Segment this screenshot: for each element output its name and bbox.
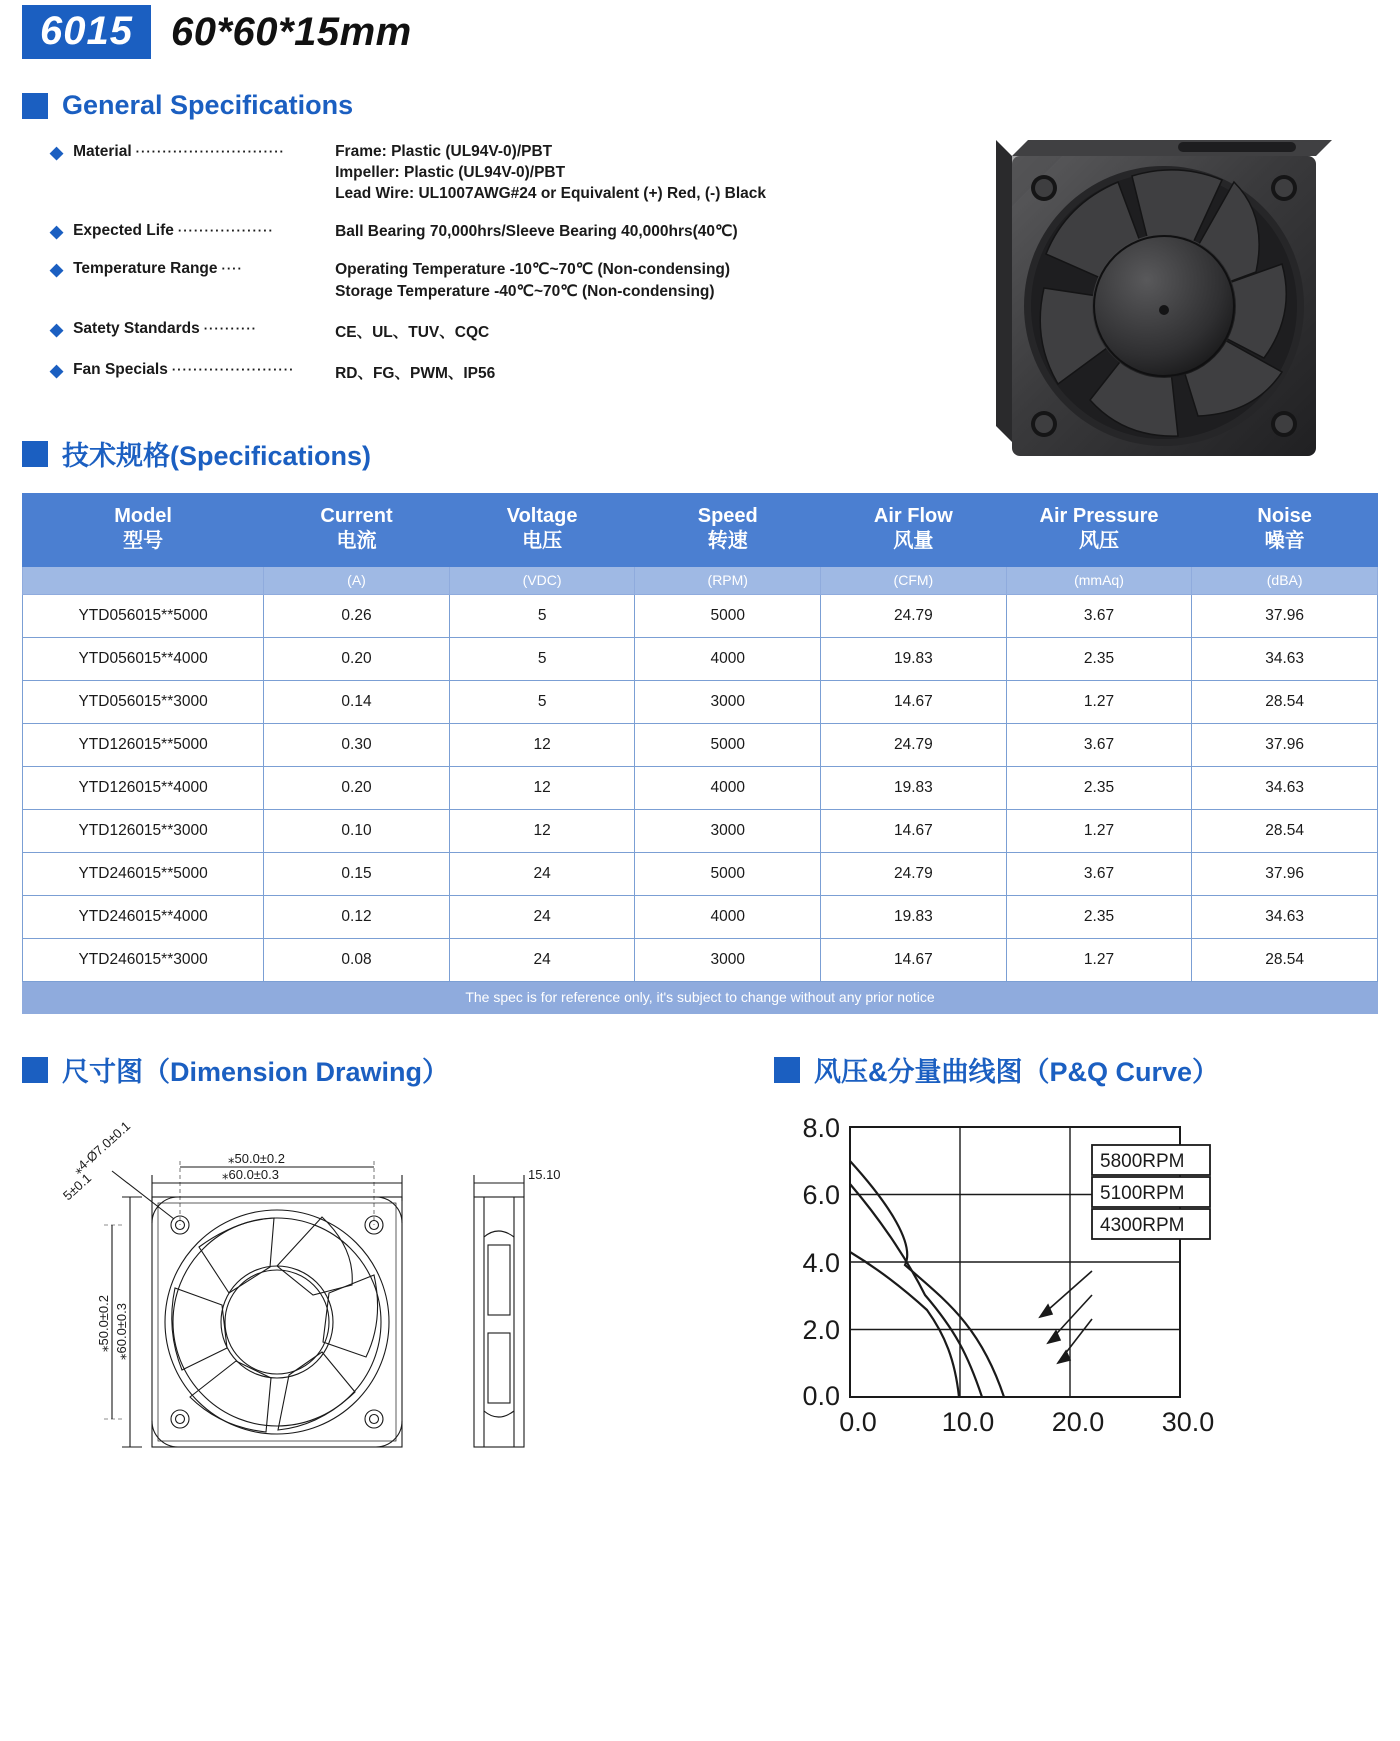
cell-model: YTD246015**5000 bbox=[23, 853, 264, 896]
spec-label: Expected Life bbox=[73, 222, 174, 239]
column-header-cn: 风压 bbox=[1079, 530, 1119, 552]
cell-speed: 5000 bbox=[635, 595, 821, 638]
x-tick-10: 10.0 bbox=[941, 1407, 995, 1437]
cell-voltage: 24 bbox=[449, 896, 635, 939]
spec-label: Satety Standards bbox=[73, 320, 200, 337]
column-header-current bbox=[264, 494, 450, 567]
pq-curve-heading bbox=[700, 1050, 1378, 1089]
unit-speed: (RPM) bbox=[635, 567, 821, 595]
cell-voltage: 5 bbox=[449, 638, 635, 681]
column-header-cn: 型号 bbox=[123, 530, 164, 552]
column-header-air-flow bbox=[821, 494, 1007, 567]
cell-speed: 5000 bbox=[635, 724, 821, 767]
dim-left-pitch-label: ⁎50.0±0.2 bbox=[96, 1294, 111, 1352]
cell-noise: 37.96 bbox=[1192, 595, 1378, 638]
leader-dots: ······················· bbox=[171, 362, 295, 377]
spec-row-material bbox=[50, 143, 902, 206]
spec-value-line: Operating Temperature -10℃~70℃ (Non-condensing) bbox=[335, 261, 731, 278]
cell-current: 0.26 bbox=[264, 595, 450, 638]
leader-dots: ···························· bbox=[135, 144, 285, 159]
legend-label-5100rpm: 5100RPM bbox=[1100, 1183, 1185, 1204]
cell-model: YTD056015**5000 bbox=[23, 595, 264, 638]
spec-value-line: Impeller: Plastic (UL94V-0)/PBT bbox=[335, 164, 566, 181]
column-header-en: Noise bbox=[1257, 505, 1312, 527]
specifications-table bbox=[22, 493, 1378, 1014]
cell-current: 0.15 bbox=[264, 853, 450, 896]
cell-noise: 28.54 bbox=[1192, 681, 1378, 724]
fan-product-image bbox=[982, 96, 1382, 496]
section-marker-icon bbox=[22, 1057, 48, 1083]
legend-label-4300rpm: 4300RPM bbox=[1100, 1215, 1185, 1236]
cell-air-pressure: 2.35 bbox=[1006, 896, 1192, 939]
dim-left-outer-label: ⁎60.0±0.3 bbox=[114, 1302, 129, 1360]
table-row bbox=[23, 853, 1378, 896]
unit-current: (A) bbox=[264, 567, 450, 595]
diamond-bullet-icon: ◆ bbox=[50, 320, 64, 339]
x-tick-0: 0.0 bbox=[839, 1407, 877, 1437]
spec-value-line: Frame: Plastic (UL94V-0)/PBT bbox=[335, 143, 553, 160]
cell-voltage: 12 bbox=[449, 810, 635, 853]
dim-thickness-label: 15.10 bbox=[528, 1167, 561, 1182]
technical-specifications-title: 技术规格(Specifications) bbox=[62, 441, 372, 471]
cell-air-pressure: 3.67 bbox=[1006, 595, 1192, 638]
unit-voltage: (VDC) bbox=[449, 567, 635, 595]
x-tick-20: 20.0 bbox=[1051, 1407, 1105, 1437]
y-tick-4: 4.0 bbox=[802, 1248, 840, 1278]
column-header-air-pressure bbox=[1006, 494, 1192, 567]
cell-speed: 3000 bbox=[635, 681, 821, 724]
page-header bbox=[22, 0, 1378, 58]
legend-label-5800rpm: 5800RPM bbox=[1100, 1151, 1185, 1172]
cell-voltage: 5 bbox=[449, 595, 635, 638]
spec-row-expected-life bbox=[50, 222, 902, 244]
spec-value-line: CE、UL、TUV、CQC bbox=[335, 324, 490, 341]
cell-noise: 28.54 bbox=[1192, 810, 1378, 853]
cell-model: YTD126015**4000 bbox=[23, 767, 264, 810]
table-unit-row bbox=[23, 567, 1378, 595]
cell-speed: 4000 bbox=[635, 896, 821, 939]
dim-hole-depth-label: 5±0.1 bbox=[59, 1170, 95, 1204]
cell-speed: 3000 bbox=[635, 939, 821, 982]
leader-dots: ·················· bbox=[177, 223, 274, 238]
cell-speed: 5000 bbox=[635, 853, 821, 896]
spec-label: Temperature Range bbox=[73, 260, 218, 277]
general-specifications-title: General Specifications bbox=[62, 90, 354, 120]
table-row bbox=[23, 681, 1378, 724]
cell-air-pressure: 1.27 bbox=[1006, 939, 1192, 982]
cell-air-pressure: 2.35 bbox=[1006, 767, 1192, 810]
spec-row-safety-standards bbox=[50, 320, 902, 345]
column-header-voltage bbox=[449, 494, 635, 567]
pq-curve-title: 风压&分量曲线图（P&Q Curve） bbox=[814, 1057, 1220, 1087]
cell-current: 0.20 bbox=[264, 638, 450, 681]
leader-dots: ·········· bbox=[203, 321, 258, 336]
cell-model: YTD246015**3000 bbox=[23, 939, 264, 982]
cell-model: YTD126015**3000 bbox=[23, 810, 264, 853]
leader-dots: ···· bbox=[221, 261, 243, 276]
cell-air-flow: 14.67 bbox=[821, 681, 1007, 724]
column-header-cn: 电流 bbox=[336, 530, 377, 552]
cell-speed: 4000 bbox=[635, 638, 821, 681]
spec-row-fan-specials bbox=[50, 361, 902, 386]
column-header-en: Current bbox=[320, 505, 393, 527]
model-badge: 6015 bbox=[22, 5, 151, 59]
dimension-drawing-title: 尺寸图（Dimension Drawing） bbox=[62, 1057, 450, 1087]
column-header-en: Model bbox=[114, 505, 172, 527]
spec-label: Fan Specials bbox=[73, 361, 168, 378]
cell-air-flow: 14.67 bbox=[821, 939, 1007, 982]
spec-values bbox=[335, 143, 902, 206]
dimension-drawing-heading bbox=[22, 1050, 700, 1089]
spec-values bbox=[335, 320, 902, 345]
cell-air-flow: 24.79 bbox=[821, 595, 1007, 638]
cell-noise: 37.96 bbox=[1192, 853, 1378, 896]
unit-model bbox=[23, 567, 264, 595]
cell-air-pressure: 1.27 bbox=[1006, 681, 1192, 724]
diamond-bullet-icon: ◆ bbox=[50, 361, 64, 380]
diamond-bullet-icon: ◆ bbox=[50, 222, 64, 241]
cell-current: 0.08 bbox=[264, 939, 450, 982]
cell-model: YTD056015**4000 bbox=[23, 638, 264, 681]
table-row bbox=[23, 595, 1378, 638]
column-header-cn: 噪音 bbox=[1264, 530, 1305, 552]
cell-current: 0.10 bbox=[264, 810, 450, 853]
dim-hole-dia-label: ⁎4-Ø7.0±0.1 bbox=[69, 1118, 134, 1178]
cell-voltage: 5 bbox=[449, 681, 635, 724]
column-header-speed bbox=[635, 494, 821, 567]
cell-noise: 37.96 bbox=[1192, 724, 1378, 767]
column-header-en: Air Pressure bbox=[1039, 505, 1159, 527]
bottom-body bbox=[22, 1105, 1378, 1525]
dim-hole-pitch-label: ⁎50.0±0.2 bbox=[228, 1151, 286, 1166]
spec-value-line: Lead Wire: UL1007AWG#24 or Equivalent (+) Red, (-) Black bbox=[335, 185, 767, 202]
cell-air-flow: 24.79 bbox=[821, 853, 1007, 896]
cell-noise: 34.63 bbox=[1192, 638, 1378, 681]
spec-value-line: Storage Temperature -40℃~70℃ (Non-condensing) bbox=[335, 283, 715, 300]
pq-curve-chart bbox=[700, 1105, 1378, 1525]
cell-model: YTD056015**3000 bbox=[23, 681, 264, 724]
cell-current: 0.12 bbox=[264, 896, 450, 939]
table-footnote: The spec is for reference only, it's subject to change without any prior notice bbox=[23, 982, 1378, 1014]
column-header-en: Air Flow bbox=[873, 505, 953, 527]
column-header-en: Speed bbox=[697, 505, 758, 527]
column-header-model bbox=[23, 494, 264, 567]
cell-noise: 28.54 bbox=[1192, 939, 1378, 982]
cell-air-pressure: 1.27 bbox=[1006, 810, 1192, 853]
table-row bbox=[23, 724, 1378, 767]
y-tick-2: 2.0 bbox=[802, 1315, 840, 1345]
cell-air-pressure: 3.67 bbox=[1006, 724, 1192, 767]
bottom-headings bbox=[22, 1050, 1378, 1089]
spec-values bbox=[335, 361, 902, 386]
unit-air-flow: (CFM) bbox=[821, 567, 1007, 595]
table-row bbox=[23, 896, 1378, 939]
cell-air-flow: 14.67 bbox=[821, 810, 1007, 853]
cell-voltage: 12 bbox=[449, 724, 635, 767]
column-header-noise bbox=[1192, 494, 1378, 567]
table-row bbox=[23, 810, 1378, 853]
cell-model: YTD246015**4000 bbox=[23, 896, 264, 939]
column-header-en: Voltage bbox=[506, 505, 578, 527]
section-marker-icon bbox=[22, 93, 48, 119]
spec-row-temperature-range bbox=[50, 260, 902, 304]
x-tick-30: 30.0 bbox=[1161, 1407, 1215, 1437]
section-marker-icon bbox=[774, 1057, 800, 1083]
cell-model: YTD126015**5000 bbox=[23, 724, 264, 767]
cell-air-flow: 19.83 bbox=[821, 638, 1007, 681]
unit-noise: (dBA) bbox=[1192, 567, 1378, 595]
cell-air-flow: 19.83 bbox=[821, 896, 1007, 939]
cell-noise: 34.63 bbox=[1192, 896, 1378, 939]
cell-voltage: 12 bbox=[449, 767, 635, 810]
y-tick-6: 6.0 bbox=[802, 1180, 840, 1210]
table-row bbox=[23, 767, 1378, 810]
spec-values bbox=[335, 222, 902, 244]
spec-value-line: Ball Bearing 70,000hrs/Sleeve Bearing 40,000hrs(40℃) bbox=[335, 223, 738, 240]
cell-speed: 4000 bbox=[635, 767, 821, 810]
dim-outer-label: ⁎60.0±0.3 bbox=[222, 1167, 280, 1182]
diamond-bullet-icon: ◆ bbox=[50, 143, 64, 162]
cell-current: 0.14 bbox=[264, 681, 450, 724]
spec-label: Material bbox=[73, 143, 132, 160]
table-row bbox=[23, 939, 1378, 982]
spec-value-line: RD、FG、PWM、IP56 bbox=[335, 365, 496, 382]
cell-air-flow: 24.79 bbox=[821, 724, 1007, 767]
cell-air-flow: 19.83 bbox=[821, 767, 1007, 810]
spec-values bbox=[335, 260, 902, 304]
y-tick-8: 8.0 bbox=[802, 1113, 840, 1143]
cell-current: 0.20 bbox=[264, 767, 450, 810]
table-row bbox=[23, 638, 1378, 681]
cell-speed: 3000 bbox=[635, 810, 821, 853]
cell-noise: 34.63 bbox=[1192, 767, 1378, 810]
dimension-drawing bbox=[22, 1105, 700, 1525]
y-tick-0: 0.0 bbox=[802, 1381, 840, 1411]
column-header-cn: 转速 bbox=[707, 530, 748, 552]
diamond-bullet-icon: ◆ bbox=[50, 260, 64, 279]
cell-current: 0.30 bbox=[264, 724, 450, 767]
unit-air-pressure: (mmAq) bbox=[1006, 567, 1192, 595]
section-marker-icon bbox=[22, 441, 48, 467]
cell-voltage: 24 bbox=[449, 939, 635, 982]
general-spec-list bbox=[22, 143, 902, 402]
header-dimensions: 60*60*15mm bbox=[170, 9, 412, 54]
cell-voltage: 24 bbox=[449, 853, 635, 896]
cell-air-pressure: 2.35 bbox=[1006, 638, 1192, 681]
table-footnote-row bbox=[23, 982, 1378, 1014]
column-header-cn: 电压 bbox=[522, 530, 563, 552]
cell-air-pressure: 3.67 bbox=[1006, 853, 1192, 896]
column-header-cn: 风量 bbox=[893, 530, 934, 552]
table-header-row bbox=[23, 494, 1378, 567]
